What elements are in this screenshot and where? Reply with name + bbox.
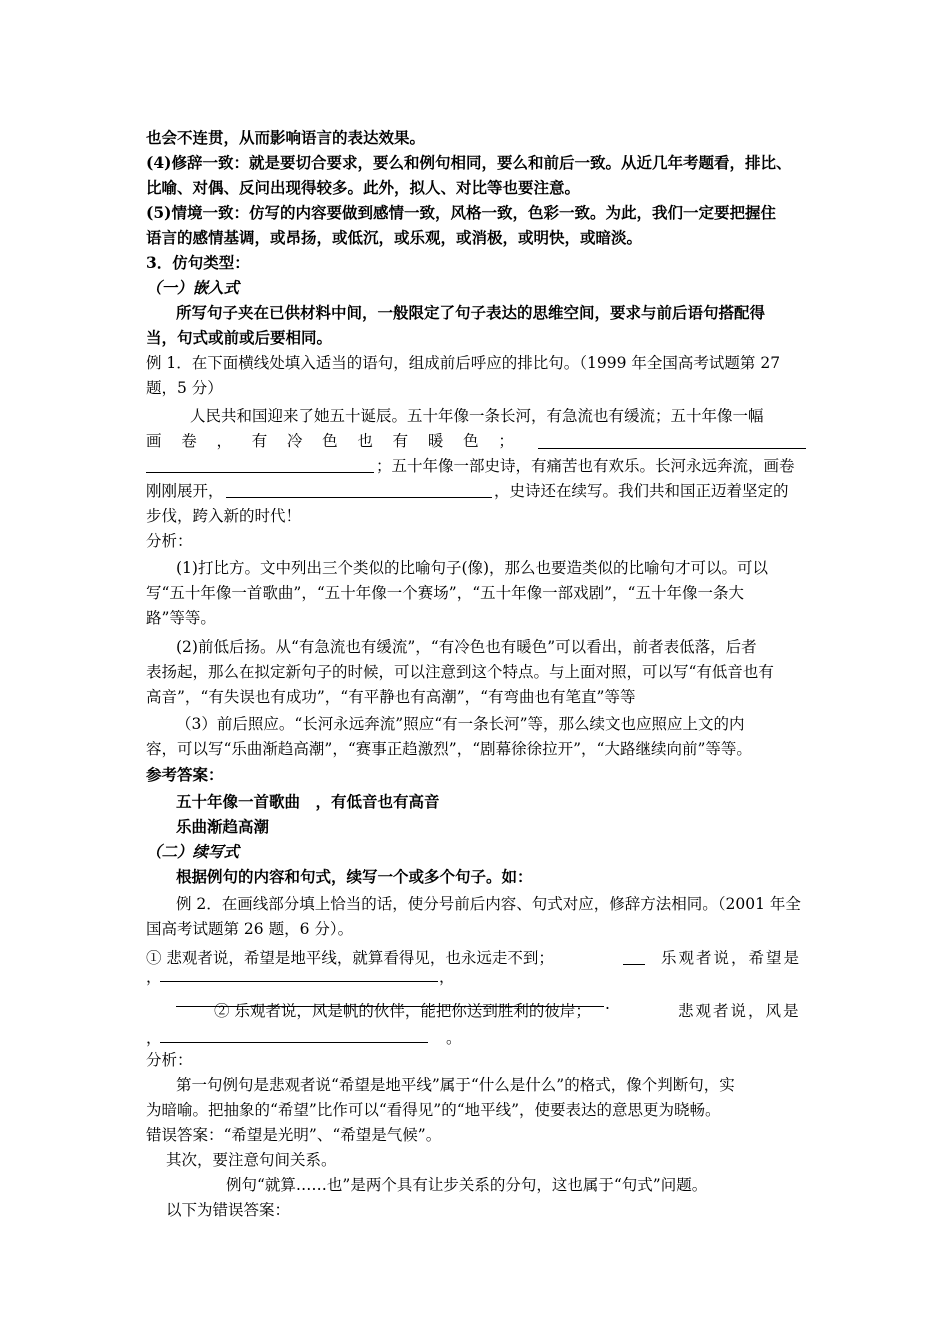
text-line: 写“五十年像一首歌曲”，“五十年像一个赛场”，“五十年像一部戏剧”，“五十年像一条大 bbox=[146, 584, 744, 602]
section-number: 3．仿句类型： bbox=[146, 253, 250, 272]
text-line: 以下为错误答案： bbox=[166, 1201, 291, 1219]
text-line: （3）前后照应。“长河永远奔流”照应“有一条长河”等，那么续文也应照应上文的内 bbox=[176, 715, 745, 733]
text-line: ， bbox=[146, 968, 162, 986]
text-line: 高音”，“有失误也有成功”，“有平静也有高潮”，“有弯曲也有笔直”等等 bbox=[146, 688, 636, 706]
text-line: 国高考试题第 26 题，6 分）。 bbox=[146, 920, 354, 938]
text-line: 比喻、对偶、反问出现得较多。此外，拟人、对比等也要注意。 bbox=[146, 178, 581, 197]
text-line: . bbox=[605, 995, 610, 1013]
text-line: 也会不连贯，从而影响语言的表达效果。 bbox=[146, 128, 426, 147]
text-line: ， bbox=[439, 968, 455, 986]
text-line: 刚刚展开， bbox=[146, 482, 224, 500]
text-line: 题，5 分） bbox=[146, 379, 223, 397]
text-line: 人民共和国迎来了她五十诞辰。五十年像一条长河，有急流也有缓流；五十年像一幅 bbox=[190, 407, 764, 425]
reference-answer: 五十年像一首歌曲 ，有低音也有高音 bbox=[176, 792, 440, 811]
text-line: 乐观者说，希望是 bbox=[661, 949, 802, 967]
text-line: (4)修辞一致：就是要切合要求，要么和例句相同，要么和前后一致。从近几年考题看，排比、 bbox=[146, 153, 792, 172]
text-line: ；五十年像一部史诗，有痛苦也有欢乐。长河永远奔流，画卷 bbox=[376, 457, 795, 475]
answer-blank[interactable] bbox=[160, 965, 438, 982]
analysis-label: 分析： bbox=[146, 532, 193, 550]
text-line: 例句“就算……也”是两个具有让步关系的分句，这也属于“句式”问题。 bbox=[226, 1176, 708, 1194]
text-line: 其次，要注意句间关系。 bbox=[166, 1151, 337, 1169]
example-title: 例 2．在画线部分填上恰当的话，使分号前后内容、句式对应，修辞方法相同。（2001 年全 bbox=[176, 895, 801, 913]
text-line: ，史诗还在续写。我们共和国正迈着坚定的 bbox=[494, 482, 789, 500]
text-line: 步伐，跨入新的时代！ bbox=[146, 507, 302, 525]
answer-blank[interactable] bbox=[226, 481, 492, 498]
text-line: ， bbox=[146, 1029, 162, 1047]
spaced-text-line: 画 卷 ， 有 冷 色 也 有 暖 色 ； bbox=[146, 432, 514, 450]
section-heading: （一）嵌入式 bbox=[146, 278, 240, 297]
text-line: 语言的感情基调，或昂扬，或低沉，或乐观，或消极，或明快，或暗淡。 bbox=[146, 228, 643, 247]
text-line: (2)前低后扬。从“有急流也有缓流”，“有冷色也有暖色”可以看出，前者表低落，后者 bbox=[176, 638, 757, 656]
exercise-line: ① 悲观者说，希望是地平线，就算看得见，也永远走不到； bbox=[146, 949, 554, 967]
text-line: 错误答案：“希望是光明”、“希望是气候”。 bbox=[146, 1126, 442, 1144]
example-title: 例 1．在下面横线处填入适当的语句，组成前后呼应的排比句。（1999 年全国高考试题第 27 bbox=[146, 354, 781, 372]
text-line: 路”等等。 bbox=[146, 609, 216, 627]
text-line: 当，句式或前或后要相同。 bbox=[146, 328, 333, 347]
text-line: 根据例句的内容和句式，续写一个或多个句子。如： bbox=[176, 867, 533, 886]
text-line: 第一句例句是悲观者说“希望是地平线”属于“什么是什么”的格式，像个判断句，实 bbox=[176, 1076, 735, 1094]
reference-answer-label: 参考答案： bbox=[146, 765, 224, 784]
text-line: 表扬起，那么在拟定新句子的时候，可以注意到这个特点。与上面对照，可以写“有低音也有 bbox=[146, 663, 774, 681]
exercise-line: ② 乐观者说，风是帆的伙伴，能把你送到胜利的彼岸； bbox=[214, 1002, 591, 1020]
text-line: (1)打比方。文中列出三个类似的比喻句子(像)，那么也要造类似的比喻句才可以。可以 bbox=[176, 559, 769, 577]
text-line: (5)情境一致：仿写的内容要做到感情一致，风格一致，色彩一致。为此，我们一定要把握住 bbox=[146, 203, 776, 222]
reference-answer: 乐曲渐趋高潮 bbox=[176, 817, 270, 836]
section-heading: （二）续写式 bbox=[146, 842, 240, 861]
answer-blank[interactable] bbox=[146, 456, 374, 473]
text-line: 为暗喻。把抽象的“希望”比作可以“看得见”的“地平线”，使要表达的意思更为晓畅。 bbox=[146, 1101, 721, 1119]
answer-blank[interactable] bbox=[160, 1026, 428, 1043]
text-line: 。 bbox=[446, 1029, 462, 1047]
text-line: 容，可以写“乐曲渐趋高潮”，“赛事正趋激烈”，“剧幕徐徐拉开”，“大路继续向前”等等。 bbox=[146, 740, 752, 758]
text-line: 所写句子夹在已供材料中间，一般限定了句子表达的思维空间，要求与前后语句搭配得 bbox=[176, 303, 766, 322]
analysis-label: 分析： bbox=[146, 1051, 193, 1069]
answer-blank[interactable] bbox=[538, 432, 806, 449]
answer-blank[interactable] bbox=[623, 948, 645, 965]
text-line: 悲观者说，风是 bbox=[678, 1002, 801, 1020]
